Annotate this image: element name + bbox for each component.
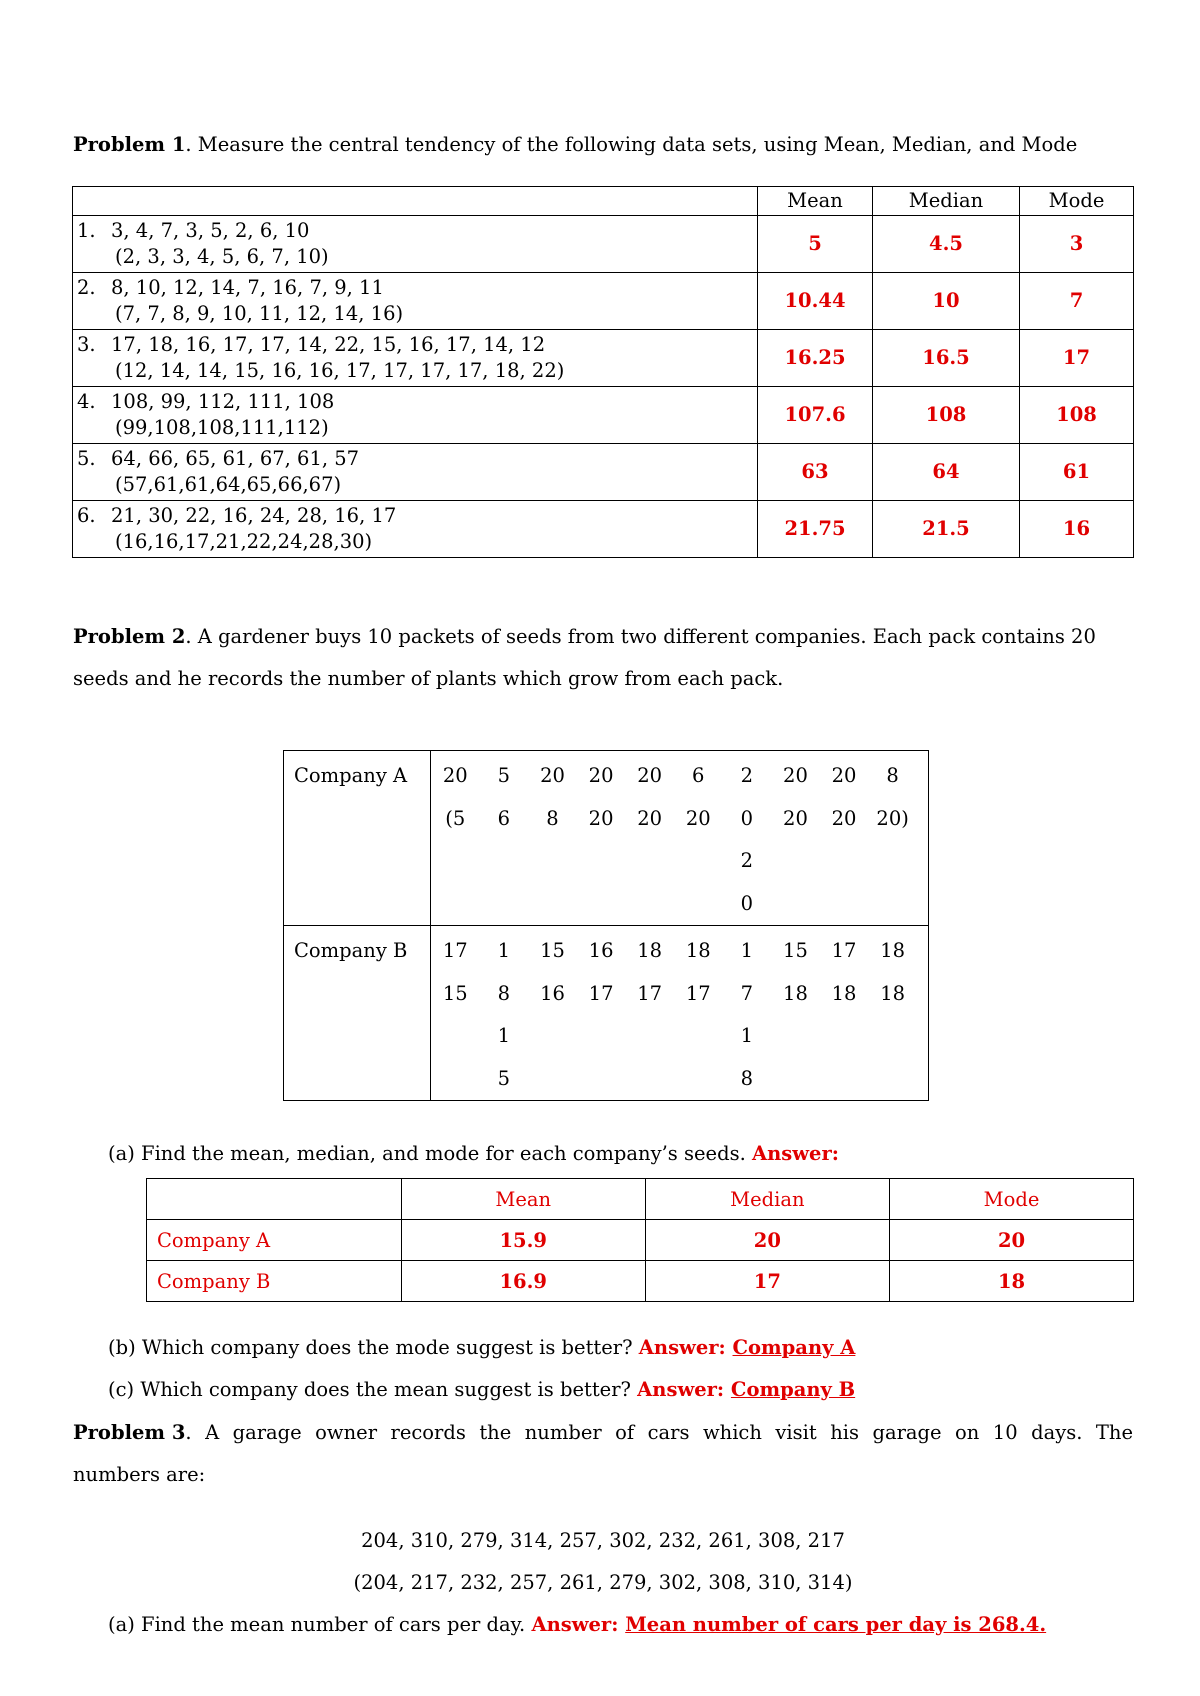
grid-cell: 20 [540, 764, 565, 787]
problem3-data: 204, 310, 279, 314, 257, 302, 232, 261, 308, 217 [361, 1529, 845, 1552]
dataset-cell [73, 273, 758, 330]
grid-cell: 20 [637, 764, 663, 787]
company-label: Company A [147, 1220, 402, 1261]
mean-value: 107.6 [758, 387, 873, 444]
grid-cell [625, 1058, 674, 1101]
header-empty-cell [147, 1179, 402, 1220]
row-number: 4. [77, 390, 96, 413]
median-value: 17 [645, 1261, 889, 1302]
grid-cell: 1 [497, 1024, 511, 1047]
median-value: 64 [873, 444, 1020, 501]
dataset-sorted: (2, 3, 3, 4, 5, 6, 7, 10) [115, 245, 329, 268]
grid-cell [431, 883, 480, 926]
grid-cell: 15 [540, 939, 565, 962]
question-2c-text: (c) Which company does the mean suggest is better? [108, 1378, 638, 1401]
grid-cell [674, 1015, 723, 1058]
grid-cell: 5 [497, 1066, 511, 1090]
dataset-values: 21, 30, 22, 16, 24, 28, 16, 17 [111, 504, 397, 527]
problem1-label: Problem 1 [73, 133, 186, 156]
header-empty-cell [73, 187, 758, 216]
grid-cell: 18 [685, 939, 711, 962]
dataset-sorted: (99,108,108,111,112) [115, 416, 329, 439]
answer-3a: Mean number of cars per day is 268.4. [625, 1613, 1047, 1636]
company-a-values [431, 751, 929, 926]
dataset-cell [73, 501, 758, 558]
grid-cell [480, 840, 529, 883]
mode-value: 7 [1020, 273, 1134, 330]
grid-cell: (5 [445, 806, 466, 830]
company-a-row [284, 751, 929, 926]
problem1-header-row [73, 187, 1134, 216]
grid-cell: 1 [740, 1024, 754, 1047]
grid-cell: 18 [831, 981, 857, 1005]
grid-cell: 6 [497, 806, 511, 830]
table-row [73, 330, 1134, 387]
row-number: 1. [77, 219, 96, 242]
mean-value: 15.9 [401, 1220, 645, 1261]
grid-cell: 0 [740, 806, 754, 830]
company-b-label-text: Company B [294, 939, 408, 962]
grid-cell: 1 [740, 939, 754, 962]
company-a-label-text: Company A [294, 764, 408, 787]
grid-cell [674, 840, 723, 883]
grid-cell: 20 [588, 764, 614, 787]
table-row [73, 387, 1134, 444]
grid-cell: 18 [880, 939, 906, 962]
header-mode: Mode [890, 1179, 1134, 1220]
mean-value: 21.75 [758, 501, 873, 558]
problem1-heading [73, 124, 1133, 166]
mode-value: 16 [1020, 501, 1134, 558]
median-value: 4.5 [873, 216, 1020, 273]
grid-cell [625, 883, 674, 926]
grid-cell [771, 1015, 820, 1058]
company-a-grid [431, 755, 928, 925]
company-b-grid [431, 930, 928, 1100]
grid-cell [820, 1058, 869, 1101]
median-value: 10 [873, 273, 1020, 330]
dataset-values: 108, 99, 112, 111, 108 [111, 390, 335, 413]
grid-cell: 2 [740, 764, 754, 787]
problem3-label: Problem 3 [73, 1421, 186, 1444]
dataset-sorted: (16,16,17,21,22,24,28,30) [115, 530, 373, 553]
answer-header-row [147, 1179, 1134, 1220]
grid-cell [625, 1015, 674, 1058]
grid-cell: 20 [637, 806, 663, 830]
mean-value: 10.44 [758, 273, 873, 330]
grid-cell: 16 [588, 939, 614, 962]
grid-cell: 20 [783, 764, 808, 787]
grid-cell: 15 [783, 939, 808, 962]
grid-cell [820, 840, 869, 883]
grid-cell: 0 [740, 891, 754, 915]
header-mean: Mean [758, 187, 873, 216]
dataset-cell [73, 387, 758, 444]
grid-cell [771, 840, 820, 883]
header-mode: Mode [1020, 187, 1134, 216]
median-value: 21.5 [873, 501, 1020, 558]
row-number: 5. [77, 447, 96, 470]
table-row [73, 216, 1134, 273]
grid-cell: 8 [497, 981, 511, 1005]
mode-value: 3 [1020, 216, 1134, 273]
problem3-text-line2: numbers are: [73, 1463, 206, 1486]
grid-cell [577, 883, 626, 926]
table-row [147, 1220, 1134, 1261]
seed-data-table [283, 750, 929, 1101]
grid-cell: 8 [886, 764, 899, 787]
grid-cell: 20 [831, 764, 857, 787]
dataset-values: 3, 4, 7, 3, 5, 2, 6, 10 [111, 219, 310, 242]
mode-value: 18 [890, 1261, 1134, 1302]
question-2b [108, 1327, 1168, 1369]
question-2c [108, 1369, 1168, 1411]
problem2-text-line1: . A gardener buys 10 packets of seeds from two different companies. Each pack contains 20 [185, 625, 1096, 648]
question-3a [108, 1604, 1168, 1646]
table-row [147, 1261, 1134, 1302]
company-a-label [284, 751, 431, 926]
grid-cell [528, 1015, 577, 1058]
problem1-table [72, 186, 1134, 558]
dataset-values: 17, 18, 16, 17, 17, 14, 22, 15, 16, 17, 14, 12 [111, 333, 546, 356]
grid-cell: 20 [588, 806, 614, 830]
grid-cell [431, 1015, 480, 1058]
grid-cell: 2 [740, 849, 754, 872]
question-2a [108, 1133, 1168, 1175]
dataset-sorted: (7, 7, 8, 9, 10, 11, 12, 14, 16) [115, 302, 404, 325]
grid-cell: 16 [540, 981, 565, 1005]
grid-cell: 6 [692, 764, 705, 787]
grid-cell: 17 [637, 981, 663, 1005]
mode-value: 108 [1020, 387, 1134, 444]
answer-label: Answer: [751, 1142, 839, 1165]
mean-value: 63 [758, 444, 873, 501]
grid-cell: 18 [637, 939, 663, 962]
grid-cell [820, 1015, 869, 1058]
problem2-label: Problem 2 [73, 625, 186, 648]
grid-cell [431, 840, 480, 883]
grid-cell: 20 [685, 806, 711, 830]
table-row [73, 501, 1134, 558]
grid-cell: 20 [783, 806, 808, 830]
problem2-answer-table [146, 1178, 1134, 1302]
answer-label: Answer: [638, 1336, 733, 1359]
header-median: Median [645, 1179, 889, 1220]
grid-cell: 20 [442, 764, 468, 787]
grid-cell: 5 [497, 764, 511, 787]
problem2-heading [73, 616, 1133, 700]
grid-cell [577, 840, 626, 883]
company-b-row [284, 926, 929, 1101]
company-label: Company B [147, 1261, 402, 1302]
median-value: 20 [645, 1220, 889, 1261]
dataset-cell [73, 216, 758, 273]
mean-value: 16.9 [401, 1261, 645, 1302]
problem3-line1 [73, 1412, 1133, 1454]
table-row [73, 273, 1134, 330]
header-mean: Mean [401, 1179, 645, 1220]
grid-cell [771, 1058, 820, 1101]
question-3a-text: (a) Find the mean number of cars per day. [108, 1613, 532, 1636]
company-b-values [431, 926, 929, 1101]
grid-cell [528, 883, 577, 926]
mode-value: 20 [890, 1220, 1134, 1261]
grid-cell [528, 840, 577, 883]
grid-cell [868, 1058, 917, 1101]
grid-cell: 8 [546, 806, 559, 830]
answer-label: Answer: [531, 1613, 626, 1636]
problem1-text: . Measure the central tendency of the following data sets, using Mean, Median, and Mode [185, 133, 1078, 156]
grid-cell: 18 [880, 981, 906, 1005]
row-number: 3. [77, 333, 96, 356]
answer-2c: Company B [730, 1378, 856, 1401]
median-value: 16.5 [873, 330, 1020, 387]
grid-cell: 8 [740, 1066, 754, 1090]
grid-cell [820, 883, 869, 926]
grid-cell [528, 1058, 577, 1101]
dataset-cell [73, 330, 758, 387]
header-median: Median [873, 187, 1020, 216]
grid-cell: 18 [783, 981, 808, 1005]
dataset-values: 64, 66, 65, 61, 67, 61, 57 [111, 447, 360, 470]
grid-cell: 17 [685, 981, 711, 1005]
company-b-label [284, 926, 431, 1101]
grid-cell [868, 883, 917, 926]
problem3-text-line1: . A garage owner records the number of cars which visit his garage on 10 days. The [185, 1421, 1133, 1444]
dataset-cell [73, 444, 758, 501]
table-row [73, 444, 1134, 501]
problem2-text-line2: seeds and he records the number of plants which grow from each pack. [73, 667, 784, 690]
grid-cell [771, 883, 820, 926]
median-value: 108 [873, 387, 1020, 444]
grid-cell: 20 [831, 806, 857, 830]
problem3-sorted: (204, 217, 232, 257, 261, 279, 302, 308, 310, 314) [353, 1571, 853, 1594]
question-2b-text: (b) Which company does the mode suggest is better? [108, 1336, 639, 1359]
grid-cell [480, 883, 529, 926]
grid-cell: 17 [831, 939, 857, 962]
grid-cell: 15 [442, 981, 468, 1005]
mean-value: 5 [758, 216, 873, 273]
dataset-values: 8, 10, 12, 14, 7, 16, 7, 9, 11 [111, 276, 384, 299]
grid-cell: 20) [876, 806, 909, 830]
grid-cell: 1 [497, 939, 511, 962]
problem3-heading [73, 1412, 1133, 1496]
grid-cell [577, 1015, 626, 1058]
mode-value: 61 [1020, 444, 1134, 501]
dataset-sorted: (12, 14, 14, 15, 16, 16, 17, 17, 17, 17, 18, 22) [115, 359, 565, 382]
answer-2b: Company A [732, 1336, 856, 1359]
grid-cell: 17 [442, 939, 468, 962]
mean-value: 16.25 [758, 330, 873, 387]
grid-cell [577, 1058, 626, 1101]
question-2a-text: (a) Find the mean, median, and mode for each company’s seeds. [108, 1142, 752, 1165]
grid-cell: 17 [588, 981, 614, 1005]
row-number: 2. [77, 276, 96, 299]
grid-cell [868, 1015, 917, 1058]
grid-cell [674, 1058, 723, 1101]
grid-cell [674, 883, 723, 926]
grid-cell [625, 840, 674, 883]
grid-cell: 7 [740, 981, 754, 1005]
row-number: 6. [77, 504, 96, 527]
answer-label: Answer: [637, 1378, 731, 1401]
dataset-sorted: (57,61,61,64,65,66,67) [115, 473, 342, 496]
grid-cell [868, 840, 917, 883]
grid-cell [431, 1058, 480, 1101]
mode-value: 17 [1020, 330, 1134, 387]
